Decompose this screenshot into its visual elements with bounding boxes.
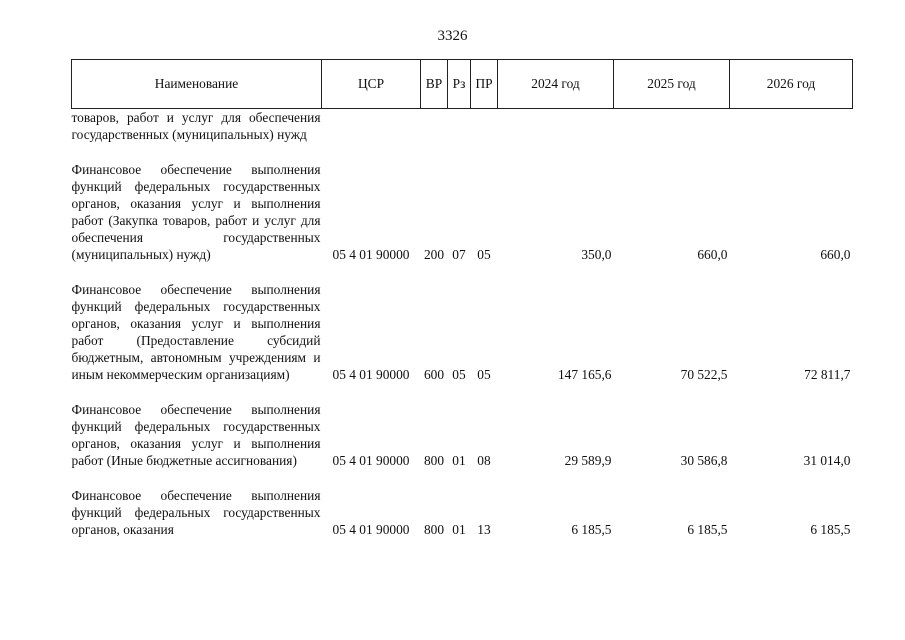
row-csr: 05 4 01 90000: [332, 247, 410, 262]
row-2025: [614, 109, 730, 144]
row-pr: 08: [477, 453, 491, 468]
row-rz: 05: [452, 367, 466, 382]
header-pr: ПР: [471, 60, 498, 109]
row-name: товаров, работ и услуг для обеспечения государственных (муниципальных) нужд: [71, 110, 321, 142]
page-number: 3326: [437, 28, 468, 44]
header-2025: 2025 год: [614, 60, 730, 109]
row-rz: 07: [452, 247, 466, 262]
row-2024: 147 165,6: [557, 367, 612, 382]
row-2024: 29 589,9: [564, 453, 612, 468]
row-vr: 800: [423, 453, 445, 468]
row-2025: 6 185,5: [687, 522, 728, 537]
row-2025: 70 522,5: [680, 367, 728, 382]
budget-table: [71, 59, 853, 538]
row-rz: [448, 109, 471, 144]
header-rz: Рз: [448, 60, 471, 109]
row-pr: [471, 109, 498, 144]
header-csr: ЦСР: [322, 60, 421, 109]
header-vr: ВР: [421, 60, 448, 109]
row-2024: [498, 109, 614, 144]
row-2024: 350,0: [581, 247, 612, 262]
row-name: Финансовое обеспечение выполнения функций федеральных государственных органов, оказания: [71, 488, 321, 537]
row-vr: [421, 109, 448, 144]
header-2024: 2024 год: [498, 60, 614, 109]
row-rz: 01: [452, 522, 466, 537]
row-name: Финансовое обеспечение выполнения функций федеральных государственных органов, оказания услуг и выполнения работ (Предоставление субсидий бюджетным, автономным учреждениям и иным некоммерческим организациям): [71, 282, 321, 382]
table-row: [72, 383, 853, 469]
row-vr: 200: [423, 247, 445, 262]
row-2026: 72 811,7: [804, 367, 851, 382]
row-vr: 600: [423, 367, 445, 382]
table-row: [72, 263, 853, 383]
row-pr: 13: [477, 522, 491, 537]
row-csr: 05 4 01 90000: [332, 522, 410, 537]
table-row: [72, 109, 853, 144]
row-2025: 660,0: [697, 247, 728, 262]
table-row: [72, 143, 853, 263]
row-csr: 05 4 01 90000: [332, 367, 410, 382]
row-rz: 01: [452, 453, 466, 468]
row-csr: 05 4 01 90000: [332, 453, 410, 468]
header-2026: 2026 год: [730, 60, 853, 109]
table-row: [72, 469, 853, 538]
row-2026: 660,0: [820, 247, 851, 262]
row-pr: 05: [477, 367, 491, 382]
row-2025: 30 586,8: [680, 453, 728, 468]
row-2026: 6 185,5: [810, 522, 851, 537]
row-vr: 800: [423, 522, 445, 537]
header-name: Наименование: [72, 60, 322, 109]
row-2026: [730, 109, 853, 144]
row-2026: 31 014,0: [803, 453, 851, 468]
row-name: Финансовое обеспечение выполнения функций федеральных государственных органов, оказания услуг и выполнения работ (Иные бюджетные ассигнования): [71, 402, 321, 468]
row-2024: 6 185,5: [571, 522, 612, 537]
table-header-row: [72, 60, 853, 109]
row-name: Финансовое обеспечение выполнения функций федеральных государственных органов, оказания услуг и выполнения работ (Закупка товаров, работ и услуг для обеспечения государственных (муниципальных) нужд): [71, 162, 321, 262]
row-csr: [322, 109, 421, 144]
row-pr: 05: [477, 247, 491, 262]
